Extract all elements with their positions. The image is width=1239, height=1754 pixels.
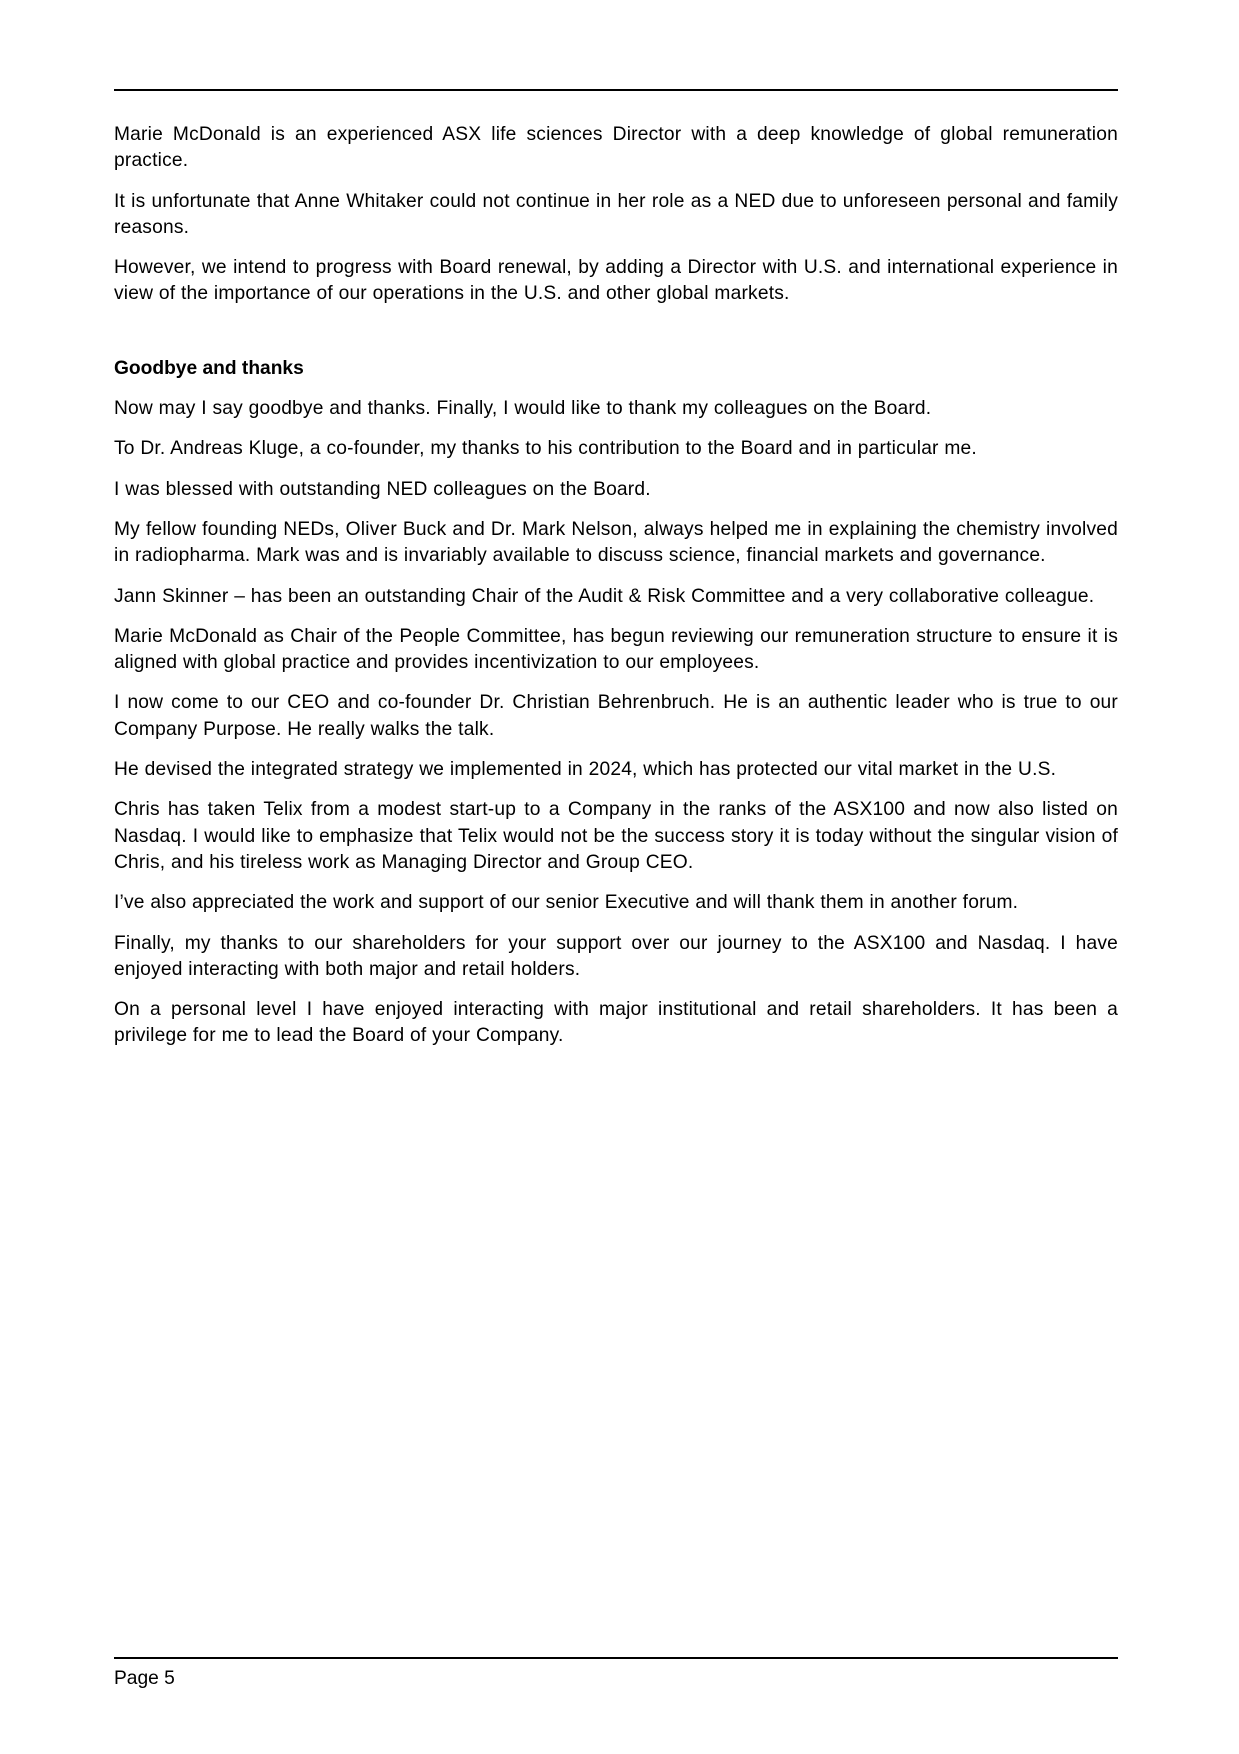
section-heading-goodbye-and-thanks: Goodbye and thanks [114,357,304,379]
paragraph: However, we intend to progress with Board renewal, by adding a Director with U.S. and international experience in view of the importance of our operations in the U.S. and other global markets. [114,257,1118,305]
paragraph: Now may I say goodbye and thanks. Finally, I would like to thank my colleagues on the Board. [114,398,932,420]
paragraph: Marie McDonald as Chair of the People Committee, has begun reviewing our remuneration structure to ensure it is aligned with global practice and provides incentivization to our employees. [114,625,1118,674]
paragraph: He devised the integrated strategy we implemented in 2024, which has protected our vital market in the U.S. [114,759,1057,781]
paragraph: Chris has taken Telix from a modest start-up to a Company in the ranks of the ASX100 and now also listed on Nasdaq. I would like to emphasize that Telix would not be the success story it is today without the singular vision of Chris, and his tireless work as Managing Director and Group CEO. [114,799,1118,873]
section-spacer [114,322,1118,356]
paragraph: I now come to our CEO and co-founder Dr. Christian Behrenbruch. He is an authentic leader who is true to our Company Purpose. He really walks the talk. [114,692,1118,740]
paragraph: Jann Skinner – has been an outstanding Chair of the Audit & Risk Committee and a very collaborative colleague. [114,585,1095,607]
paragraph: I was blessed with outstanding NED colleagues on the Board. [114,478,651,500]
paragraph: My fellow founding NEDs, Oliver Buck and Dr. Mark Nelson, always helped me in explaining the chemistry involved in radiopharma. Mark was and is invariably available to discuss science, financial markets and governance. [114,518,1118,567]
page-number-label: Page 5 [114,1668,175,1689]
paragraph: Finally, my thanks to our shareholders for your support over our journey to the ASX100 and Nasdaq. I have enjoyed interacting with both major and retail holders. [114,932,1118,980]
paragraph: It is unfortunate that Anne Whitaker could not continue in her role as a NED due to unforeseen personal and family reasons. [114,190,1118,238]
document-body [114,122,1118,1064]
paragraph: To Dr. Andreas Kluge, a co-founder, my thanks to his contribution to the Board and in particular me. [114,438,977,460]
paragraph: On a personal level I have enjoyed interacting with major institutional and retail shareholders. It has been a privilege for me to lead the Board of your Company. [114,999,1118,1047]
paragraph: I’ve also appreciated the work and support of our senior Executive and will thank them in another forum. [114,892,1019,914]
paragraph: Marie McDonald is an experienced ASX life sciences Director with a deep knowledge of global remuneration practice. [114,124,1118,172]
header-divider [114,89,1118,91]
footer-divider [114,1657,1118,1659]
